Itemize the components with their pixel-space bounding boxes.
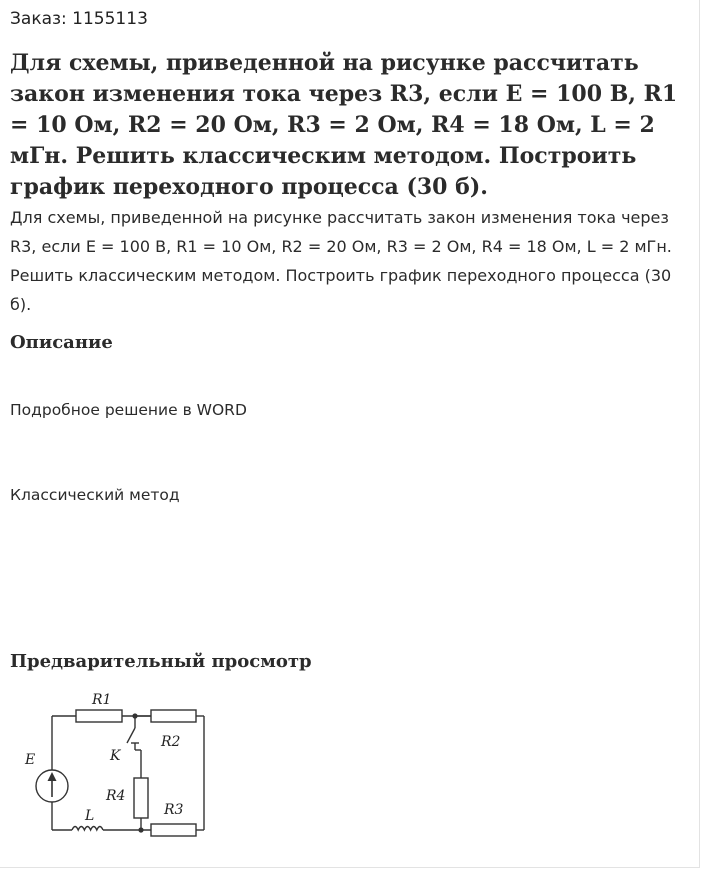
junction-bottom [138,827,143,832]
description-heading: Описание [10,332,113,353]
preview-heading: Предварительный просмотр [10,651,312,672]
label-k: K [110,748,121,764]
page-title: Для схемы, приведенной на рисунке рассчитать закон изменения тока через R3, если E = 100 В, R1 = 10 Ом, R2 = 20 Ом, R3 = 2 Ом, R4 = 18 Ом, L = 2 мГн. Решить классическим методом. Построить график переходного процесса (30 б). [10,50,678,200]
task-description: Для схемы, приведенной на рисунке рассчитать закон изменения тока через R3, если E = 100 В, R1 = 10 Ом, R2 = 20 Ом, R3 = 2 Ом, R4 = 18 Ом, L = 2 мГн. Решить классическим методом. Построить график переходного процесса (30 б). [10,208,672,314]
label-r2: R2 [161,734,181,750]
resistor-r4 [134,778,148,818]
junction-top [132,713,137,718]
description-text-method: Классический метод [10,486,180,504]
label-l: L [85,808,95,824]
resistor-r2 [151,710,196,722]
voltage-source-icon [36,770,68,802]
label-r3: R3 [164,802,184,818]
resistor-r3 [151,824,196,836]
order-number: Заказ: 1155113 [10,9,148,29]
label-r4: R4 [106,788,126,804]
resistor-r1 [76,710,122,722]
label-r1: R1 [92,692,112,708]
inductor-coil-icon [72,827,103,831]
description-text-solution: Подробное решение в WORD [10,401,247,419]
circuit-diagram [18,688,218,843]
label-e: E [25,752,36,768]
